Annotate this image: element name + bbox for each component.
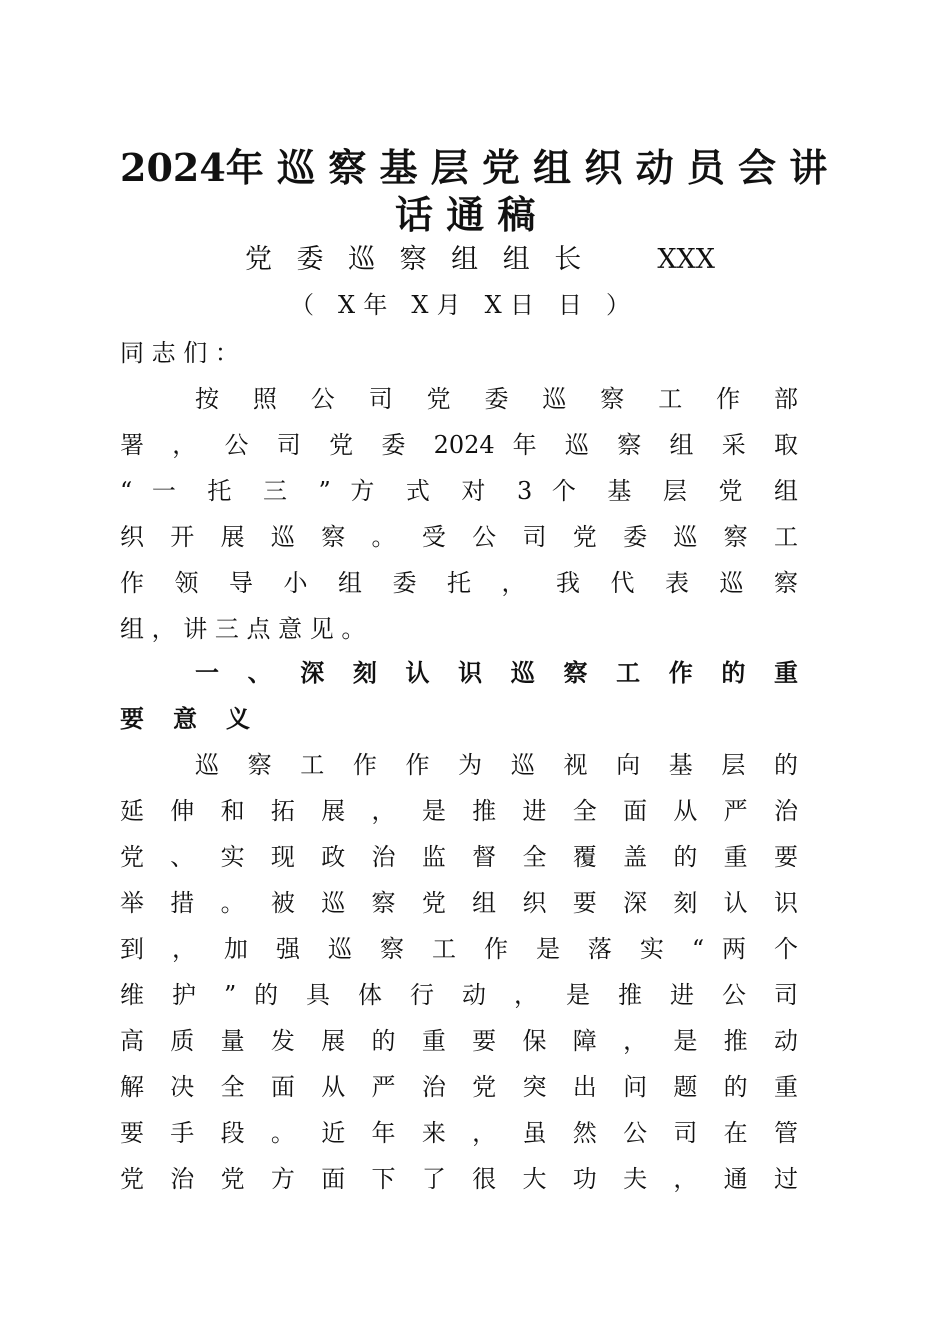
paragraph-2-line-1: 巡 察 工 作 作 为 巡 视 向 基 层 的 <box>195 751 798 779</box>
paragraph-1-line-4: 织 开 展 巡 察 。 受 公 司 党 委 巡 察 工 <box>120 523 798 551</box>
document-title-line-2: 话 通 稿 <box>395 192 536 237</box>
paragraph-2-line-4: 举 措 。 被 巡 察 党 组 织 要 深 刻 认 识 <box>120 889 798 917</box>
paragraph-2-line-3: 党 、 实 现 政 治 监 督 全 覆 盖 的 重 要 <box>120 843 798 871</box>
paragraph-1-line-2: 署 ， 公 司 党 委 2024 年 巡 察 组 采 取 <box>120 431 798 459</box>
paragraph-2-line-9: 要 手 段 。 近 年 来 ， 虽 然 公 司 在 管 <box>120 1119 798 1147</box>
paragraph-1-line-6: 组 ， 讲 三 点 意 见 。 <box>120 615 366 643</box>
paragraph-2-line-2: 延 伸 和 拓 展 ， 是 推 进 全 面 从 严 治 <box>120 797 798 825</box>
section-heading-1-line-1: 一 、 深 刻 认 识 巡 察 工 作 的 重 <box>195 659 798 687</box>
salutation: 同 志 们 ： <box>120 339 239 367</box>
paragraph-1-line-1: 按 照 公 司 党 委 巡 察 工 作 部 <box>195 385 798 413</box>
paragraph-1-line-5: 作 领 导 小 组 委 托 ， 我 代 表 巡 察 <box>120 569 798 597</box>
section-heading-1-line-2: 要 意 义 <box>120 705 250 733</box>
paragraph-2-line-10: 党 治 党 方 面 下 了 很 大 功 夫 ， 通 过 <box>120 1165 798 1193</box>
paragraph-2-line-8: 解 决 全 面 从 严 治 党 突 出 问 题 的 重 <box>120 1073 798 1101</box>
paragraph-2-line-6: 维 护 ” 的 具 体 行 动 ， 是 推 进 公 司 <box>120 981 798 1009</box>
date-line: （ X年 X月 X日 日 ） <box>290 291 630 319</box>
paragraph-2-line-5: 到 ， 加 强 巡 察 工 作 是 落 实 “ 两 个 <box>120 935 798 963</box>
paragraph-2-line-7: 高 质 量 发 展 的 重 要 保 障 ， 是 推 动 <box>120 1027 798 1055</box>
document-title-line-1: 2024年 巡 察 基 层 党 组 织 动 员 会 讲 <box>120 145 828 190</box>
paragraph-1-line-3: “ 一 托 三 ” 方 式 对 3 个 基 层 党 组 <box>120 477 798 505</box>
speaker-line: 党 委 巡 察 组 组 长 XXX <box>245 244 715 275</box>
